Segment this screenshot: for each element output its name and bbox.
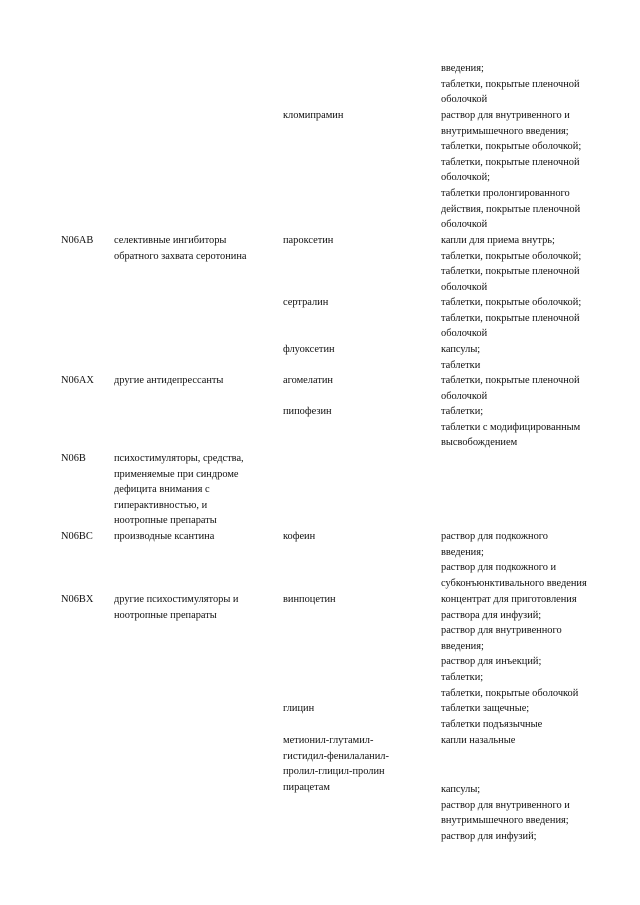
form-line: оболочкой xyxy=(441,94,488,106)
atc-code: N06AB xyxy=(61,235,94,246)
form-line: капли назальные xyxy=(441,735,516,746)
drug-group xyxy=(114,529,276,545)
drug-name xyxy=(283,529,433,545)
drug-line: флуоксетин xyxy=(283,344,335,355)
form-line: введения; xyxy=(441,63,484,74)
form-line: оболочкой; xyxy=(441,172,491,184)
group-line: ноотропные препараты xyxy=(114,515,217,527)
form-line: раствор для инъекций; xyxy=(441,656,542,668)
drug-line: кломипрамин xyxy=(283,110,344,121)
dosage-forms xyxy=(441,61,633,108)
dosage-forms xyxy=(441,782,633,844)
form-line: раствор для инфузий; xyxy=(441,830,537,842)
dosage-forms xyxy=(441,733,633,749)
group-line: дефицита внимания с xyxy=(114,484,210,496)
drug-name xyxy=(283,108,433,124)
drug-name xyxy=(283,404,433,420)
form-line: таблетки защечные; xyxy=(441,703,530,714)
drug-group xyxy=(114,451,276,529)
form-line: таблетки, покрытые оболочкой; xyxy=(441,297,582,308)
form-line: высвобождением xyxy=(441,437,518,449)
group-line: другие психостимуляторы и xyxy=(114,594,239,605)
drug-line: пирацетам xyxy=(283,782,330,793)
dosage-forms xyxy=(441,592,633,701)
form-line: оболочкой xyxy=(441,390,488,402)
group-line: гиперактивностью, и xyxy=(114,499,208,511)
drug-group xyxy=(114,233,276,264)
form-line: раствора для инфузий; xyxy=(441,609,542,621)
dosage-forms xyxy=(441,529,633,591)
form-line: внутримышечного введения; xyxy=(441,125,569,137)
drug-group xyxy=(114,592,276,623)
group-line: применяемые при синдроме xyxy=(114,468,239,480)
drug-name xyxy=(283,701,433,717)
dosage-forms xyxy=(441,295,633,342)
form-line: оболочкой xyxy=(441,281,488,293)
form-line: таблетки, покрытые оболочкой; xyxy=(441,250,582,262)
group-line: другие антидепрессанты xyxy=(114,375,224,386)
drug-name xyxy=(283,733,433,780)
drug-line: пролил-глицил-пролин xyxy=(283,766,385,778)
form-line: таблетки, покрытые оболочкой xyxy=(441,687,579,699)
drug-name xyxy=(283,295,433,311)
form-line: раствор для внутривенного и xyxy=(441,110,570,121)
form-line: раствор для подкожного xyxy=(441,531,548,542)
form-line: действия, покрытые пленочной xyxy=(441,203,581,215)
form-line: таблетки, покрытые пленочной xyxy=(441,78,580,90)
form-line: таблетки пролонгированного xyxy=(441,187,570,199)
atc-code: N06BX xyxy=(61,594,94,605)
form-line: капсулы; xyxy=(441,784,481,795)
form-line: таблетки, покрытые пленочной xyxy=(441,375,580,386)
form-line: оболочкой xyxy=(441,328,488,340)
form-line: капли для приема внутрь; xyxy=(441,235,555,246)
form-line: раствор для подкожного и xyxy=(441,562,557,574)
drug-line: винпоцетин xyxy=(283,594,336,605)
dosage-forms xyxy=(441,404,633,451)
form-line: таблетки; xyxy=(441,406,484,417)
drug-line: метионил-глутамил- xyxy=(283,735,374,746)
form-line: таблетки, покрытые пленочной xyxy=(441,156,580,168)
dosage-forms xyxy=(441,701,633,732)
form-line: субконъюнктивального введения xyxy=(441,577,587,589)
form-line: введения; xyxy=(441,546,484,558)
form-line: таблетки, покрытые пленочной xyxy=(441,312,580,324)
drug-line: гистидил-фенилаланил- xyxy=(283,750,389,762)
group-line: производные ксантина xyxy=(114,531,215,542)
drug-name xyxy=(283,342,433,358)
drug-name xyxy=(283,780,433,796)
drug-name xyxy=(283,592,433,608)
form-line: таблетки xyxy=(441,359,481,371)
form-line: раствор для внутривенного и xyxy=(441,799,570,811)
dosage-forms xyxy=(441,342,633,373)
drug-line: пипофезин xyxy=(283,406,332,417)
drug-line: кофеин xyxy=(283,531,316,542)
form-line: таблетки, покрытые пленочной xyxy=(441,266,580,278)
group-line: ноотропные препараты xyxy=(114,609,217,621)
form-line: таблетки; xyxy=(441,671,484,683)
drug-name xyxy=(283,233,433,249)
form-line: капсулы; xyxy=(441,344,481,355)
drug-line: агомелатин xyxy=(283,375,333,386)
dosage-forms xyxy=(441,108,633,233)
drug-line: сертралин xyxy=(283,297,329,308)
form-line: введения; xyxy=(441,640,484,652)
form-line: внутримышечного введения; xyxy=(441,815,569,827)
dosage-forms xyxy=(441,233,633,295)
atc-code: N06BC xyxy=(61,531,93,542)
dosage-forms xyxy=(441,373,633,404)
form-line: таблетки подъязычные xyxy=(441,718,543,730)
drug-name xyxy=(283,373,433,389)
atc-code: N06B xyxy=(61,453,86,464)
form-line: раствор для внутривенного xyxy=(441,625,562,637)
form-line: таблетки с модифицированным xyxy=(441,421,581,433)
form-line: таблетки, покрытые оболочкой; xyxy=(441,141,582,153)
drug-group xyxy=(114,373,276,389)
group-line: психостимуляторы, средства, xyxy=(114,453,244,464)
form-line: оболочкой xyxy=(441,219,488,231)
drug-line: пароксетин xyxy=(283,235,334,246)
form-line: концентрат для приготовления xyxy=(441,594,577,605)
group-line: селективные ингибиторы xyxy=(114,235,227,246)
drug-line: глицин xyxy=(283,703,315,714)
group-line: обратного захвата серотонина xyxy=(114,250,247,262)
atc-code: N06AX xyxy=(61,375,94,386)
